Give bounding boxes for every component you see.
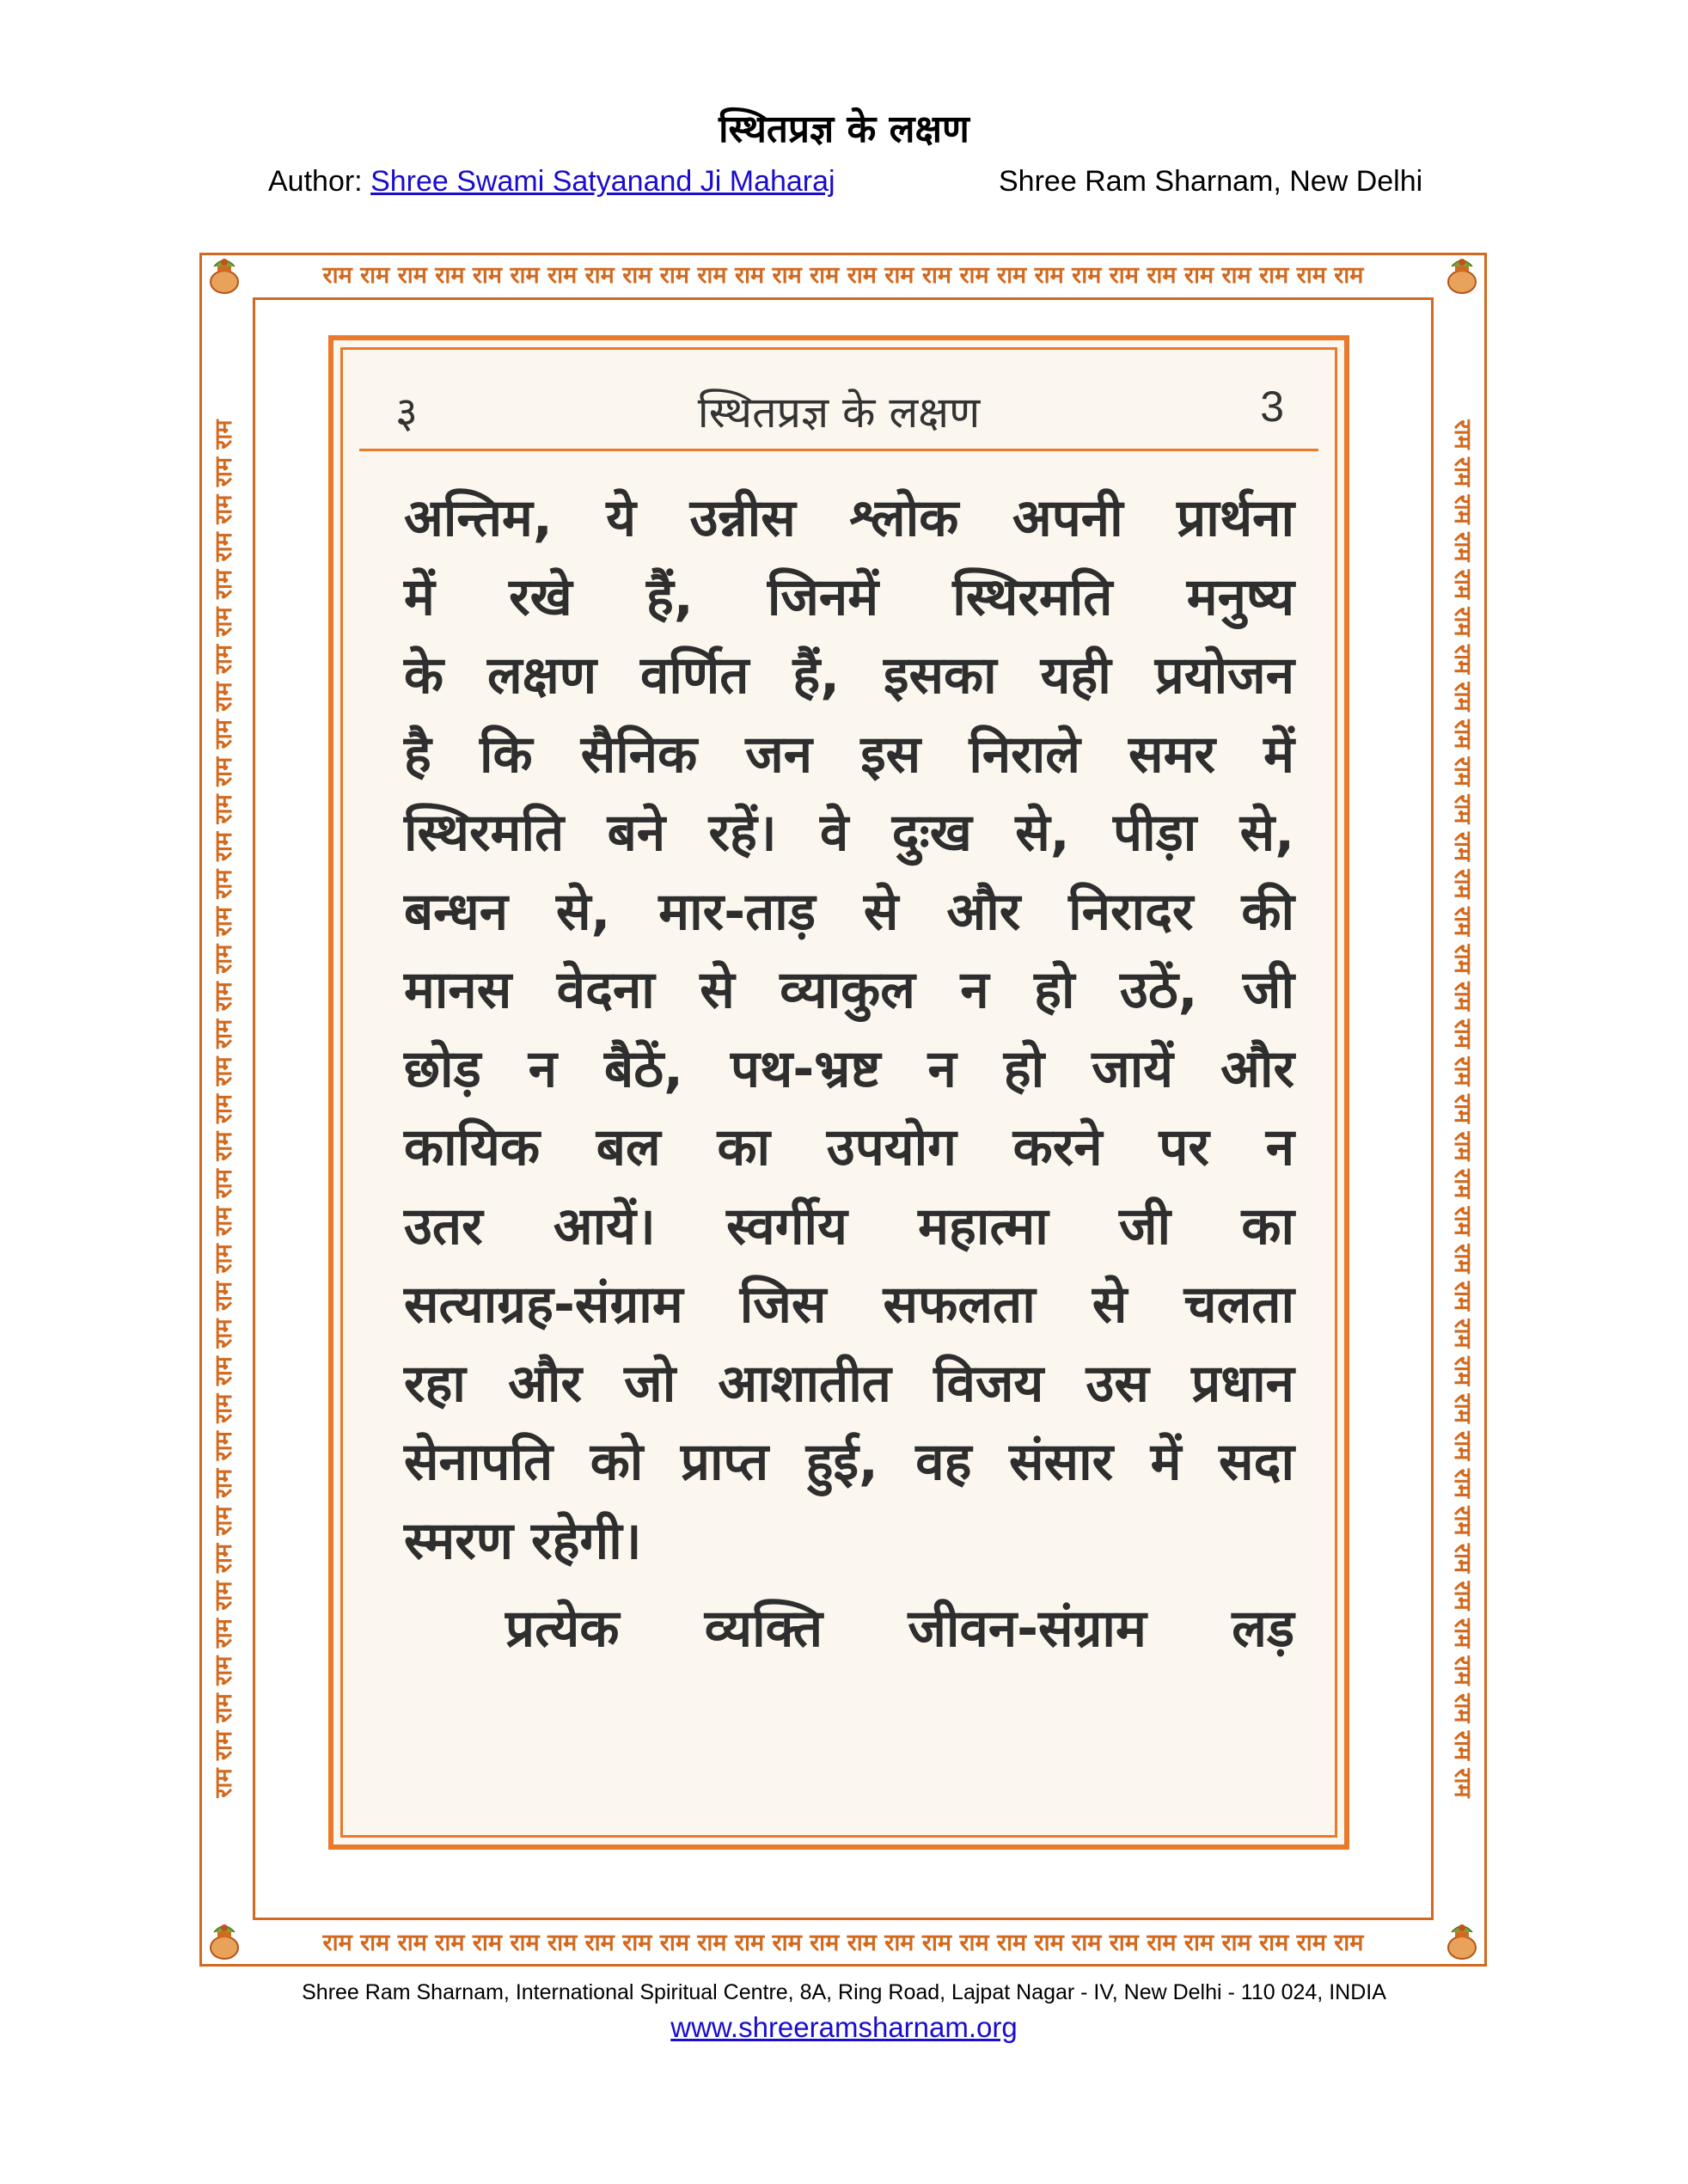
author-line [268, 165, 835, 199]
page-number-arabic: 3 [1260, 382, 1284, 431]
page-number-devanagari: ३ [395, 388, 418, 437]
body-line: के लक्षण वर्णित हैं, इसका यही प्रयोजन [404, 645, 1294, 706]
document-title: स्थितप्रज्ञ के लक्षण [719, 107, 969, 151]
body-line: सत्याग्रह-संग्राम जिस सफलता से चलता [404, 1275, 1294, 1335]
book-page-scan [328, 335, 1349, 1850]
body-line: बन्धन से, मार-ताड़ से और निरादर की [404, 881, 1294, 942]
kalash-icon [203, 254, 246, 297]
organization-name: Shree Ram Sharnam, New Delhi [999, 165, 1423, 198]
body-line: है कि सैनिक जन इस निराले समर में [404, 724, 1294, 785]
kalash-icon [1440, 254, 1483, 297]
continuation-line: प्रत्येक व्यक्ति जीवन-संग्राम लड़ [505, 1599, 1294, 1659]
body-line: स्थिरमति बने रहें। वे दुःख से, पीड़ा से, [404, 803, 1294, 863]
website-link[interactable]: www.shreeramsharnam.org [670, 2011, 1018, 2043]
kalash-icon [203, 1920, 246, 1963]
body-line: में रखे हैं, जिनमें स्थिरमति मनुष्य [404, 566, 1294, 627]
body-line: रहा और जो आशातीत विजय उस प्रधान [404, 1353, 1294, 1414]
body-line: कायिक बल का उपयोग करने पर न [404, 1117, 1294, 1178]
author-link[interactable]: Shree Swami Satyanand Ji Maharaj [370, 165, 835, 198]
book-page-header-title: स्थितप्रज्ञ के लक्षण [697, 388, 981, 437]
footer-address: Shree Ram Sharnam, International Spiritual Centre, 8A, Ring Road, Lajpat Nagar - IV, New Delhi - 110 024, INDIA [302, 1980, 1386, 2004]
body-line: स्मरण रहेगी। [404, 1510, 642, 1571]
book-page-body [404, 480, 1294, 1581]
body-line: छोड़ न बैठें, पथ-भ्रष्ट न हो जायें और [404, 1038, 1294, 1099]
body-line: अन्तिम, ये उन्नीस श्लोक अपनी प्रार्थना [404, 488, 1294, 548]
body-line: सेनापति को प्राप्त हुई, वह संसार में सदा [404, 1432, 1294, 1492]
kalash-icon [1440, 1920, 1483, 1963]
footer-website [0, 2011, 1688, 2044]
book-page-header [359, 363, 1318, 451]
border-text-bottom: राम राम राम राम राम राम राम राम राम राम राम राम राम राम राम राम राम राम राम राम राम राम राम राम राम राम राम राम [322, 1930, 1364, 1956]
border-text-top: राम राम राम राम राम राम राम राम राम राम राम राम राम राम राम राम राम राम राम राम राम राम राम राम राम राम राम राम [322, 262, 1364, 289]
body-line: मानस वेदना से व्याकुल न हो उठें, जी [404, 960, 1294, 1020]
author-label: Author: [268, 165, 371, 198]
border-text-right: राम राम राम राम राम राम राम राम राम राम राम राम राम राम राम राम राम राम राम राम राम राम राम राम राम राम राम राम राम राम राम राम राम राम राम राम राम [1449, 419, 1476, 1798]
body-line: उतर आयें। स्वर्गीय महात्मा जी का [404, 1196, 1294, 1257]
border-text-left: राम राम राम राम राम राम राम राम राम राम राम राम राम राम राम राम राम राम राम राम राम राम राम राम राम राम राम राम राम राम राम राम राम राम राम राम राम [211, 419, 237, 1798]
